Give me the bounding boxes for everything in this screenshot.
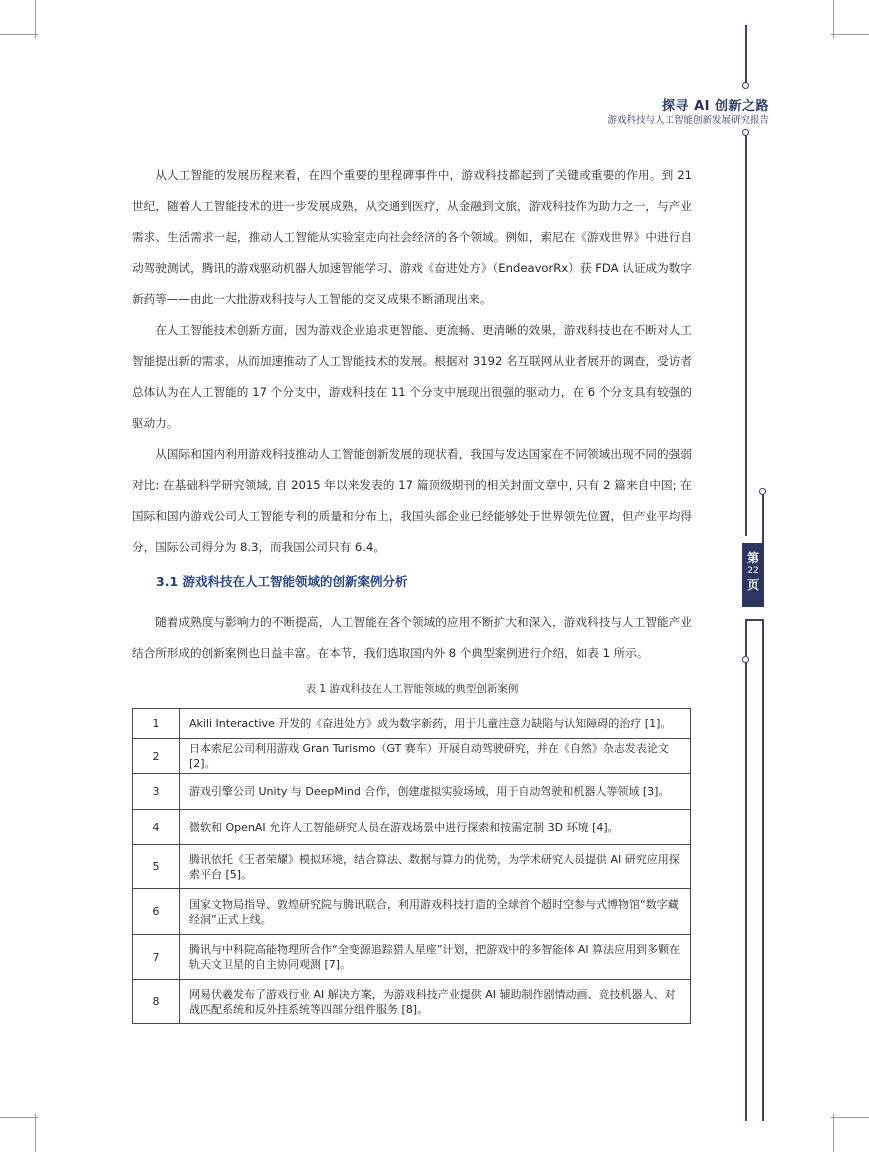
crop-mark: [831, 1117, 869, 1118]
body-text: [132, 160, 692, 563]
side-rail-line: [745, 663, 747, 1121]
report-title: 探寻 AI 创新之路: [662, 99, 769, 114]
table-row: [133, 845, 691, 889]
section-heading: 3.1 游戏科技在人工智能领域的创新案例分析: [156, 574, 408, 589]
page-prefix: 第: [746, 551, 759, 565]
case-description: 国家文物局指导、敦煌研究院与腾讯联合，利用游戏科技打造的全球首个超时空参与式博物馆“数字藏经洞”正式上线。: [180, 889, 691, 935]
case-description: Akili Interactive 开发的《奋进处方》成为数字新药，用于儿童注意力缺陷与认知障碍的治疗 [1]。: [180, 709, 691, 739]
table-row: [133, 774, 691, 810]
side-rail-line: [745, 136, 747, 536]
crop-mark: [35, 1114, 36, 1152]
case-description: 网易伏羲发布了游戏行业 AI 解决方案，为游戏科技产业提供 AI 辅助制作剧情动画、竞技机器人、对战匹配系统和反外挂系统等四部分组件服务 [8]。: [180, 980, 691, 1024]
rail-dot: [759, 488, 766, 495]
table-row: [133, 709, 691, 739]
paragraph: 随着成熟度与影响力的不断提高，人工智能在各个领域的应用不断扩大和深入，游戏科技与人工智能产业结合所形成的创新案例也日益丰富。在本节，我们选取国内外 8 个典型案例进行介绍，如表 1 所示。: [132, 615, 692, 660]
case-number: 8: [133, 980, 180, 1024]
cases-table: [132, 708, 691, 1024]
rail-dot: [742, 129, 749, 136]
rail-dot: [742, 82, 749, 89]
side-rail-line: [762, 495, 764, 543]
case-description: 腾讯与中科院高能物理所合作“全变源追踪猎人星座”计划，把游戏中的多智能体 AI 算法应用到多颗在轨天文卫星的自主协同观测 [7]。: [180, 935, 691, 980]
table-caption: 表 1 游戏科技在人工智能领域的典型创新案例: [305, 683, 519, 695]
case-description: 腾讯依托《王者荣耀》模拟环境，结合算法、数据与算力的优势，为学术研究人员提供 AI 研究应用探索平台 [5]。: [180, 845, 691, 889]
report-subtitle: 游戏科技与人工智能创新发展研究报告: [607, 115, 769, 126]
table-row: [133, 739, 691, 774]
table-row: [133, 980, 691, 1024]
crop-mark: [831, 34, 869, 35]
table-row: [133, 889, 691, 935]
paragraph: 在人工智能技术创新方面，因为游戏企业追求更智能、更流畅、更清晰的效果，游戏科技也在不断对人工智能提出新的需求，从而加速推动了人工智能技术的发展。根据对 3192 名互联网从业者展开的调查，受访者总体认为在人工智能的 17 个分支中，游戏科技在 11 个分支中展现出很强的驱动力，在 6 个分支具有较强的驱动力。: [132, 323, 692, 430]
table-row: [133, 935, 691, 980]
crop-mark: [35, 0, 36, 38]
table-row: [133, 810, 691, 845]
paragraph: 从国际和国内利用游戏科技推动人工智能创新发展的现状看，我国与发达国家在不同领域出现不同的强弱对比: 在基础科学研究领域, 自 2015 年以来发表的 17 篇顶级期刊的相关封面文章中, 只有 2 篇来自中国; 在国际和国内游戏公司人工智能专利的质量和分布上，我国头部企业已经能够处于世界领先位置，但产业平均得分，国际公司得分为 8.3，而我国公司只有 6.4。: [132, 447, 692, 554]
section-intro: [132, 607, 692, 669]
rail-dot: [742, 656, 749, 663]
case-number: 3: [133, 774, 180, 810]
case-description: 微软和 OpenAI 允许人工智能研究人员在游戏场景中进行探索和按需定制 3D 环境 [4]。: [180, 810, 691, 845]
case-number: 1: [133, 709, 180, 739]
case-description: 日本索尼公司利用游戏 Gran Turismo（GT 赛车）开展自动驾驶研究，并在《自然》杂志发表论文 [2]。: [180, 739, 691, 774]
paragraph: 从人工智能的发展历程来看，在四个重要的里程碑事件中，游戏科技都起到了关键或重要的作用。到 21 世纪，随着人工智能技术的进一步发展成熟，从交通到医疗，从金融到文旅，游戏科技作为助力之一，与产业需求、生活需求一起，推动人工智能从实验室走向社会经济的各个领域。例如，索尼在《游戏世界》中进行自动驾驶测试，腾讯的游戏驱动机器人加速智能学习、游戏《奋进处方》（EndeavorRx）获 FDA 认证成为数字新药等——由此一大批游戏科技与人工智能的交叉成果不断涌现出来。: [132, 168, 692, 306]
crop-mark: [833, 0, 834, 38]
case-number: 6: [133, 889, 180, 935]
side-rail-line: [762, 619, 764, 1121]
side-rail-line: [745, 619, 747, 656]
case-number: 2: [133, 739, 180, 774]
side-rail-line: [745, 25, 747, 83]
case-number: 5: [133, 845, 180, 889]
crop-mark: [0, 34, 38, 35]
case-description: 游戏引擎公司 Unity 与 DeepMind 合作，创建虚拟实验场域，用于自动驾驶和机器人等领域 [3]。: [180, 774, 691, 810]
case-number: 7: [133, 935, 180, 980]
crop-mark: [0, 1117, 38, 1118]
page-number-tab: [742, 543, 764, 607]
case-number: 4: [133, 810, 180, 845]
page-number: 22: [747, 566, 759, 576]
side-rail-line: [745, 619, 763, 621]
crop-mark: [833, 1114, 834, 1152]
page-suffix: 页: [746, 578, 759, 592]
